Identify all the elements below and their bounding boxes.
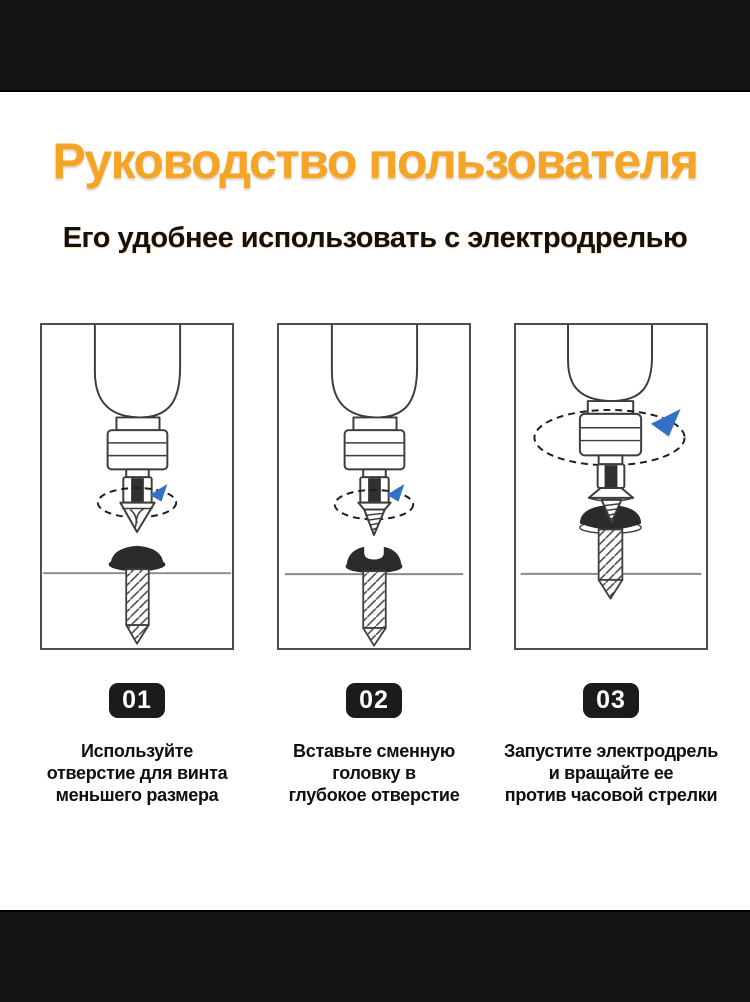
caption-line: Запустите электродрель bbox=[503, 741, 719, 761]
damaged-screw-icon bbox=[109, 546, 166, 644]
letterbox-bottom bbox=[0, 910, 750, 1002]
step-badge-row-2 bbox=[277, 683, 471, 718]
step-column-2 bbox=[277, 323, 471, 805]
step-caption-3 bbox=[476, 740, 746, 806]
step-column-3 bbox=[503, 323, 719, 805]
caption-line: Используйте bbox=[81, 741, 193, 761]
step-caption-2 bbox=[239, 740, 509, 806]
page-title: Руководство пользователя bbox=[52, 133, 698, 189]
step-number-badge-2: 02 bbox=[346, 683, 402, 718]
step-number-badge-1: 01 bbox=[109, 683, 165, 718]
drill-insert-illustration bbox=[279, 325, 469, 648]
extractor-engaged-icon bbox=[589, 455, 633, 501]
screw-shaft-icon bbox=[599, 529, 623, 598]
panel-illustration-3 bbox=[514, 323, 708, 650]
caption-line: головку в bbox=[332, 763, 416, 783]
notched-screw-icon bbox=[346, 547, 403, 646]
drill-align-illustration bbox=[42, 325, 232, 648]
caption-line: отверстие для винта bbox=[46, 763, 228, 783]
drill-body-icon bbox=[95, 325, 180, 503]
countersink-bit-icon bbox=[120, 503, 154, 532]
panel-illustration-1 bbox=[40, 323, 234, 650]
letterbox-top bbox=[0, 0, 750, 92]
caption-line: против часовой стрелки bbox=[504, 785, 718, 805]
caption-line: Вставьте сменную bbox=[293, 741, 455, 761]
drill-body-icon bbox=[332, 325, 417, 503]
steps-row bbox=[40, 323, 719, 805]
caption-line: глубокое отверстие bbox=[288, 785, 460, 805]
step-column-1 bbox=[40, 323, 234, 805]
step-badge-row-3 bbox=[514, 683, 708, 718]
caption-line: и вращайте ее bbox=[548, 763, 674, 783]
extractor-bit-icon bbox=[358, 503, 390, 535]
step-number-badge-3: 03 bbox=[583, 683, 639, 718]
step-caption-1 bbox=[2, 740, 272, 806]
drill-extract-illustration bbox=[516, 325, 706, 648]
caption-line: меньшего размера bbox=[55, 785, 219, 805]
step-badge-row-1 bbox=[40, 683, 234, 718]
page-subtitle: Его удобнее использовать с электродрелью bbox=[62, 222, 688, 254]
drill-body-icon bbox=[568, 325, 652, 455]
screw-being-extracted-icon bbox=[580, 500, 641, 534]
rotation-arrow-icon bbox=[651, 409, 681, 437]
panel-illustration-2 bbox=[277, 323, 471, 650]
